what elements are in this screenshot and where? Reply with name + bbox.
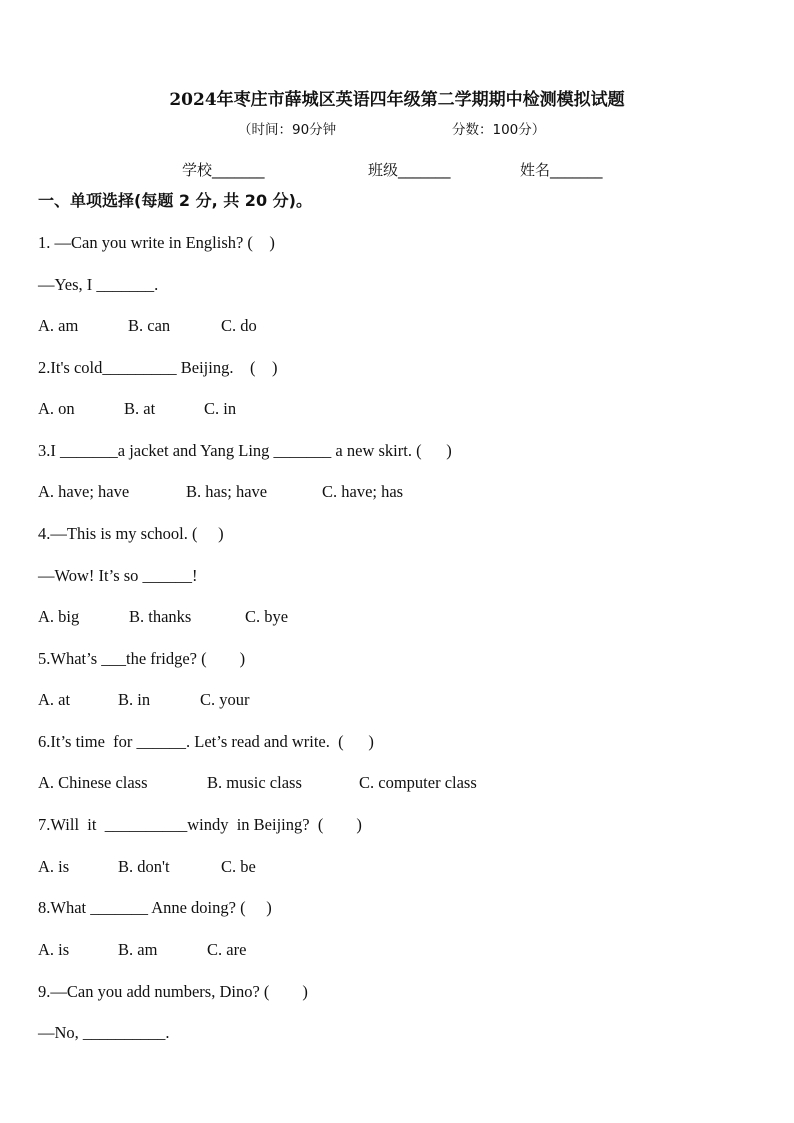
class-field: 班级_______ [368,161,451,179]
question-7-stem: 7.Will it __________windy in Beijing? ( ) [38,815,362,834]
question-6-option-b: B. music class [207,773,302,792]
question-3-option-a: A. have; have [38,482,130,501]
question-6-option-a: A. Chinese class [38,773,148,792]
question-4-option-a: A. big [38,607,80,626]
question-7-option-c: C. be [221,857,256,876]
question-1-option-c: C. do [221,316,257,335]
question-1-stem: 1. —Can you write in English? ( ) [38,233,275,252]
question-5-option-a: A. at [38,690,71,709]
question-4-stem: 4.—This is my school. ( ) [38,524,224,543]
question-1-answer-line: —Yes, I _______. [38,275,159,294]
question-7-option-a: A. is [38,857,70,876]
question-2-option-b: B. at [124,399,156,418]
exam-time: （时间：90分钟 [238,122,337,138]
name-field: 姓名_______ [520,161,603,179]
exam-title: 2024年枣庄市薛城区英语四年级第二学期期中检测模拟试题 [169,90,625,110]
question-4-option-b: B. thanks [129,607,192,626]
question-8-option-a: A. is [38,940,70,959]
question-8-option-b: B. am [118,940,158,959]
question-6-option-c: C. computer class [359,773,477,792]
question-4-answer-line: —Wow! It’s so ______! [38,566,198,585]
question-9-answer-line: —No, __________. [38,1023,170,1042]
question-8-stem: 8.What _______ Anne doing? ( ) [38,898,272,917]
question-3-stem: 3.I _______a jacket and Yang Ling _______ a new skirt. ( ) [38,441,452,460]
question-2-option-a: A. on [38,399,75,418]
question-1-option-b: B. can [128,316,171,335]
question-5-stem: 5.What’s ___the fridge? ( ) [38,649,246,668]
school-field: 学校_______ [182,161,265,179]
question-5-option-b: B. in [118,690,151,709]
question-4-option-c: C. bye [245,607,289,626]
question-6-stem: 6.It’s time for ______. Let’s read and write. ( ) [38,732,374,751]
question-3-option-c: C. have; has [322,482,404,501]
question-7-option-b: B. don't [118,857,170,876]
exam-score: 分数：100分） [452,122,546,138]
question-1-option-a: A. am [38,316,79,335]
question-8-option-c: C. are [207,940,247,959]
question-5-option-c: C. your [200,690,250,709]
question-3-option-b: B. has; have [186,482,268,501]
question-2-stem: 2.It's cold_________ Beijing. ( ) [38,358,278,377]
question-2-option-c: C. in [204,399,237,418]
question-9-stem: 9.—Can you add numbers, Dino? ( ) [38,982,308,1001]
section-heading: 一、单项选择(每题 2 分, 共 20 分)。 [38,191,312,210]
